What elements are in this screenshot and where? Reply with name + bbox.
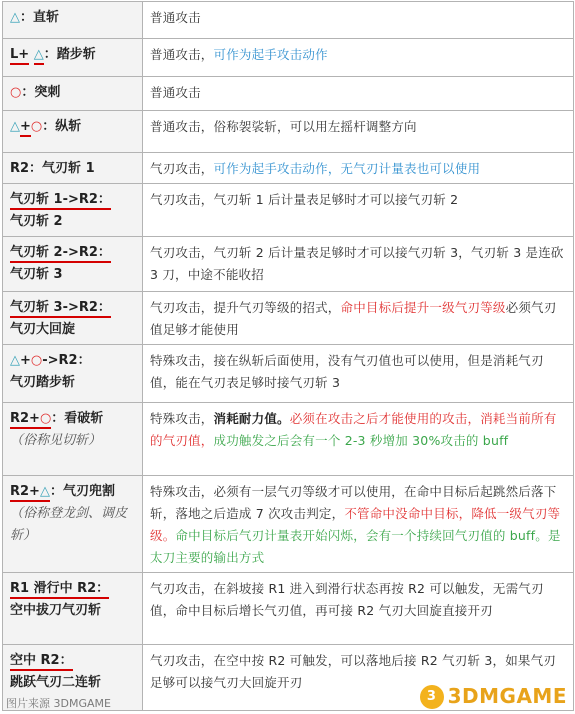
move-description-segment: 气刃攻击，提升气刃等级的招式， [150, 300, 341, 315]
move-description-cell [143, 476, 574, 573]
move-input-segment: 跳跃气刃二连斩 [10, 675, 102, 690]
move-input-segment: R2+ [10, 411, 40, 429]
move-input-cell [3, 292, 143, 345]
move-input-cell [3, 476, 143, 573]
move-input-segment: △ [10, 119, 20, 134]
move-input-segment: R2+ [10, 484, 40, 502]
table-row [3, 292, 574, 345]
moves-table-body [3, 2, 574, 711]
move-description-segment: 特殊攻击，必须有一层气刃等级才可以使用，在命中目标后起跳然后落下斩，落地之后造成 7 次攻击判定， [150, 484, 557, 521]
move-input-segment: 气刃踏步斩 [10, 375, 76, 390]
table-row [3, 184, 574, 237]
move-description-segment: 普通攻击，俗称袈裟斩，可以用左摇杆调整方向 [150, 119, 417, 134]
move-input-cell [3, 111, 143, 153]
move-description-segment: 特殊攻击， [150, 411, 214, 426]
watermark-logo [420, 684, 567, 710]
table-row [3, 39, 574, 77]
move-input-cell [3, 403, 143, 476]
move-input-segment: 气刃斩 1->R2： [10, 192, 111, 210]
move-description-segment: 气刃攻击，在斜坡接 R1 进入到滑行状态再按 R2 可以触发，无需气刃值，命中目标后增长气刃值，再可接 R2 气刃大回旋直接开刃 [150, 581, 544, 618]
move-input-segment: R1 滑行中 R2： [10, 581, 109, 599]
move-input-cell [3, 237, 143, 292]
move-input-segment: 气刃大回旋 [10, 322, 76, 337]
move-description-cell [143, 292, 574, 345]
move-description-cell [143, 2, 574, 39]
move-input-segment: ：看破斩 [51, 411, 104, 426]
move-input-segment: △ [10, 10, 20, 25]
move-description-segment: 命中目标后提升一级气刃等级 [340, 300, 506, 315]
move-input-segment: + [20, 353, 31, 368]
table-row [3, 77, 574, 111]
move-input-segment: 空中拔刀气刃斩 [10, 603, 102, 618]
move-description-segment: 普通攻击 [150, 10, 201, 25]
move-description-segment: 气刃攻击， [150, 161, 214, 176]
move-description-cell [143, 573, 574, 645]
move-description-cell [143, 153, 574, 184]
move-input-cell [3, 39, 143, 77]
move-input-segment: R2：气刃斩 1 [10, 161, 95, 176]
move-input-segment: △ [10, 353, 20, 368]
move-description-cell [143, 77, 574, 111]
move-description-cell [143, 237, 574, 292]
move-input-cell [3, 77, 143, 111]
watermark-text: 3DMGAME [447, 683, 567, 708]
move-input-segment: 气刃斩 3->R2： [10, 300, 111, 318]
move-input-cell [3, 2, 143, 39]
move-description-segment: 气刃攻击，气刃斩 1 后计量表足够时才可以接气刃斩 2 [150, 192, 459, 207]
move-description-segment: 特殊攻击，接在纵斩后面使用，没有气刃值也可以使用，但是消耗气刃值，能在气刃表足够时接气刃斩 3 [150, 353, 544, 390]
table-row [3, 153, 574, 184]
move-input-segment: 气刃斩 2 [10, 214, 63, 229]
move-description-segment: 可作为起手攻击动作，无气刃计量表也可以使用 [213, 161, 481, 176]
move-input-segment: （俗称见切斩） [10, 433, 102, 448]
move-input-segment: △ [40, 484, 50, 502]
move-input-cell [3, 573, 143, 645]
move-description-segment: 必须气刃值足够才能使用 [150, 300, 557, 337]
move-input-segment: + [20, 119, 31, 137]
move-input-segment: ：突刺 [21, 85, 61, 100]
move-description-segment: 普通攻击， [150, 47, 214, 62]
move-input-segment: ○ [10, 85, 22, 100]
move-input-segment: ○ [30, 119, 43, 134]
table-row [3, 573, 574, 645]
move-input-segment: ：直斩 [20, 10, 60, 25]
move-input-segment: 气刃斩 3 [10, 267, 63, 282]
table-row [3, 111, 574, 153]
moves-table [2, 1, 574, 711]
watermark-badge-icon: 3 [420, 685, 444, 709]
move-description-segment: 气刃攻击，气刃斩 2 后计量表足够时才可以接气刃斩 3，气刃斩 3 是连砍 3 刀，中途不能收招 [150, 245, 564, 282]
move-input-segment: ->R2： [42, 353, 91, 368]
move-input-cell [3, 184, 143, 237]
move-description-segment: 成功触发之后会有一个 2-3 秒增加 30%攻击的 buff [213, 433, 509, 448]
move-input-segment: 空中 R2： [10, 653, 73, 671]
move-input-segment: L+ [10, 47, 29, 65]
move-input-segment: △ [34, 47, 44, 65]
table-row [3, 345, 574, 403]
table-row [3, 403, 574, 476]
move-description-cell [143, 111, 574, 153]
move-description-segment: 不管命中没命中目标，降低一级气刃等级。 [150, 506, 561, 543]
move-description-cell [143, 403, 574, 476]
table-row [3, 476, 574, 573]
table-row [3, 237, 574, 292]
move-description-cell [143, 39, 574, 77]
move-description-segment: 气刃攻击，在空中按 R2 可触发，可以落地后接 R2 气刃斩 3，如果气刃足够可以接气刃大回旋开刃 [150, 653, 556, 690]
move-description-segment: 命中目标后气刃计量表开始闪烁，会有一个持续回气刃值的 buff。是太刀主要的输出方式 [150, 528, 561, 565]
move-input-segment: 气刃斩 2->R2： [10, 245, 111, 263]
move-input-segment: ：气刃兜割 [49, 484, 115, 499]
page [0, 1, 575, 714]
move-description-segment: 普通攻击 [150, 85, 201, 100]
move-input-segment: ：纵斩 [42, 119, 82, 134]
source-overlay: 图片来源 3DMGAME [6, 697, 111, 710]
move-description-segment: 消耗耐力值。 [213, 411, 290, 426]
move-input-segment: ○ [30, 353, 43, 368]
move-input-segment: （俗称登龙剑、调皮斩） [10, 506, 128, 543]
move-input-segment: ：踏步斩 [43, 47, 96, 62]
move-description-cell [143, 345, 574, 403]
move-description-cell [143, 184, 574, 237]
move-description-segment: 可作为起手攻击动作 [213, 47, 328, 62]
move-input-cell [3, 153, 143, 184]
table-row [3, 2, 574, 39]
move-description-segment: 必须在攻击之后才能使用的攻击，消耗当前所有的气刃值， [150, 411, 557, 448]
move-input-cell [3, 345, 143, 403]
move-input-segment: ○ [40, 411, 51, 429]
